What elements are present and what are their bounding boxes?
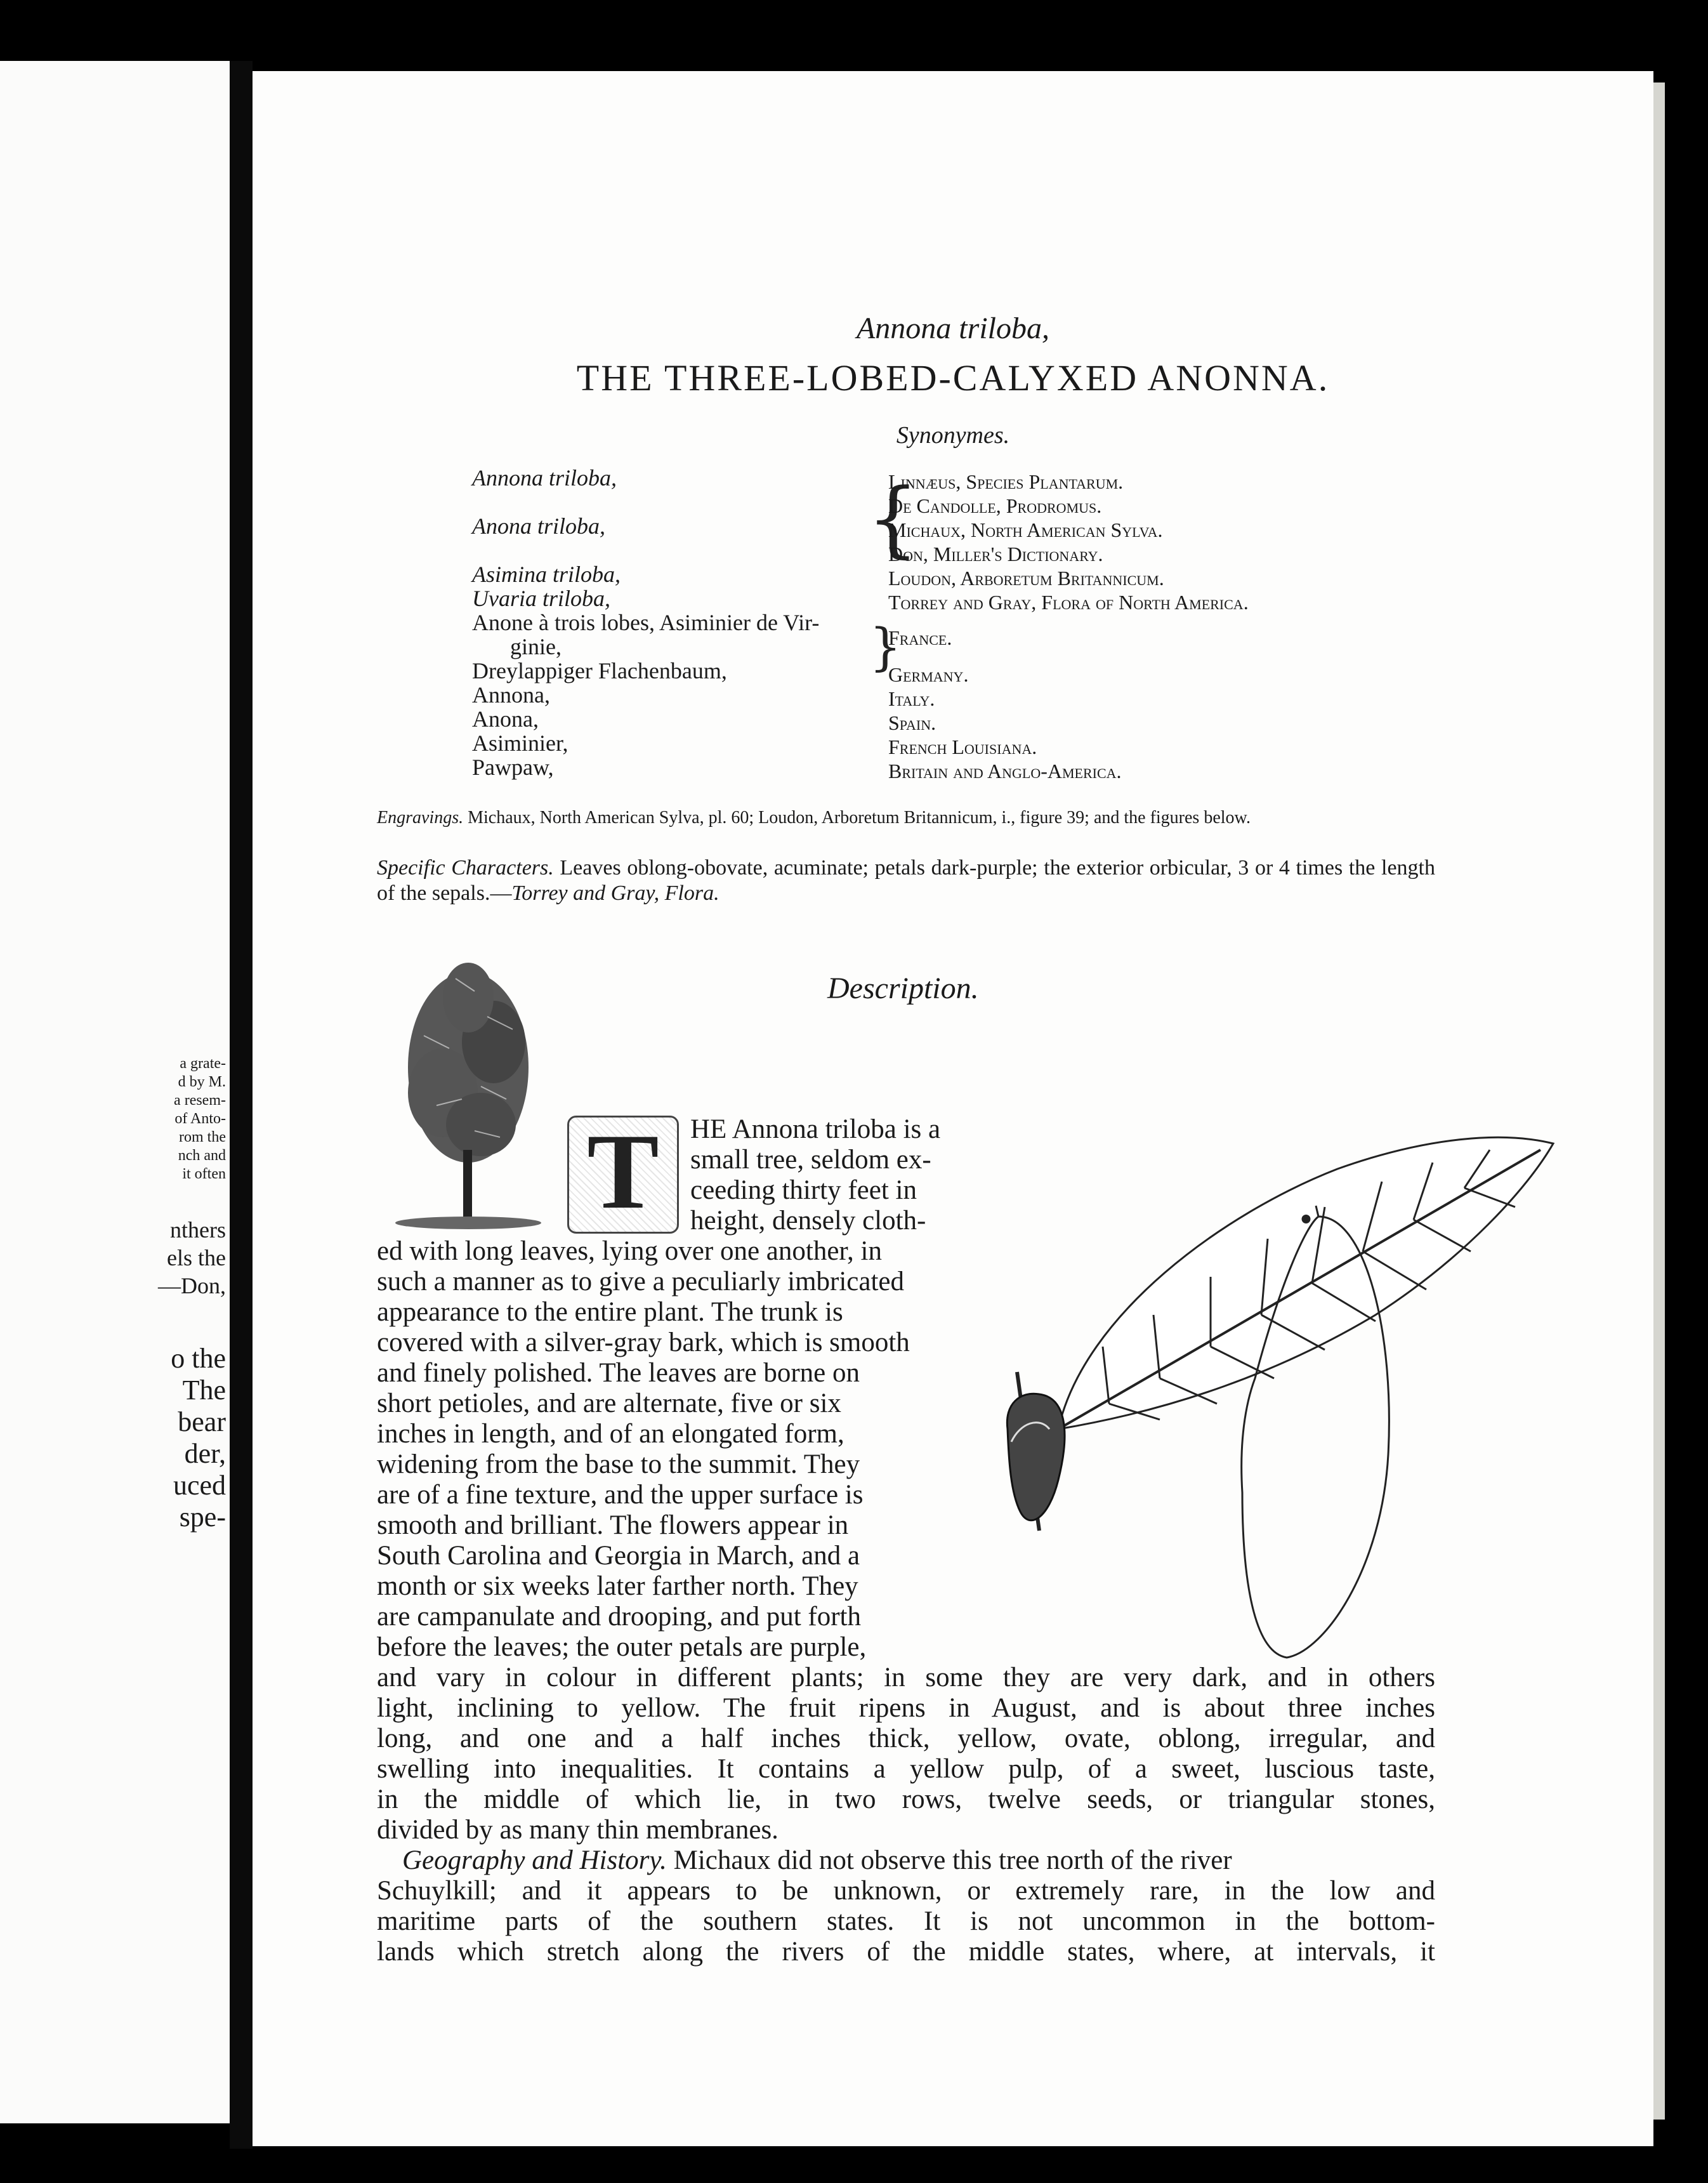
engravings-text: Michaux, North American Sylva, pl. 60; Loudon, Arboretum Britannicum, i., figure 39; and the figures below. bbox=[468, 808, 1251, 828]
text-line: maritime parts of the southern states. It is not uncommon in the bottom- bbox=[377, 1906, 1435, 1936]
facing-page-fragment-mid: nthers els the —Don, bbox=[158, 1217, 226, 1298]
description-heading: Description. bbox=[827, 972, 979, 1005]
synonym-name: Annona triloba, bbox=[472, 465, 617, 491]
text-line: such a manner as to give a peculiarly imbricated bbox=[377, 1267, 905, 1296]
facing-page-fragment-small: a grate- d by M. a resem- of Anto- rom the nch and it often bbox=[174, 1055, 226, 1182]
text-line: covered with a silver-gray bark, which is smooth bbox=[377, 1328, 910, 1357]
text-line: height, densely cloth- bbox=[690, 1206, 926, 1236]
text-line: Schuylkill; and it appears to be unknown, or extremely rare, in the low and bbox=[377, 1876, 1435, 1906]
text-line: swelling into inequalities. It contains a yellow pulp, of a sweet, luscious taste, bbox=[377, 1754, 1435, 1784]
synonym-name: Anona, bbox=[472, 706, 539, 732]
text-line: and finely polished. The leaves are borne on bbox=[377, 1358, 860, 1388]
specific-characters-text: Leaves oblong-obovate, acuminate; petals dark-purple; the exterior orbicular, 3 or 4 times the length of the sepals.— bbox=[377, 856, 1436, 905]
synonym-name: Asimina triloba, bbox=[472, 562, 621, 587]
specific-characters-label: Specific Characters. bbox=[377, 856, 554, 880]
text-line: ed with long leaves, lying over one another, in bbox=[377, 1236, 882, 1266]
synonyms-names bbox=[472, 466, 903, 779]
synonym-country: France. bbox=[888, 626, 952, 649]
synonym-source: De Candolle, Prodromus. bbox=[888, 494, 1102, 517]
brace-icon: { bbox=[867, 470, 919, 567]
text-line: ceeding thirty feet in bbox=[690, 1175, 917, 1205]
synonym-name: Asiminier, bbox=[472, 730, 568, 756]
synonym-source: Michaux, North American Sylva. bbox=[888, 518, 1163, 541]
text-line: smooth and brilliant. The flowers appear in bbox=[377, 1510, 849, 1540]
synonym-country: Britain and Anglo-America. bbox=[888, 760, 1122, 782]
page-edge bbox=[1653, 82, 1665, 2120]
synonyms-sources bbox=[888, 470, 1459, 783]
text-line: in the middle of which lie, in two rows, twelve seeds, or triangular stones, bbox=[377, 1784, 1435, 1814]
specific-characters-citation: Torrey and Gray, Flora. bbox=[511, 881, 719, 905]
brace-icon: } bbox=[869, 617, 902, 676]
text-line: small tree, seldom ex- bbox=[690, 1145, 931, 1175]
text-line: South Carolina and Georgia in March, and a bbox=[377, 1541, 860, 1571]
synonym-country: Germany. bbox=[888, 663, 969, 686]
specific-characters bbox=[377, 855, 1435, 906]
synonym-country: Italy. bbox=[888, 687, 935, 710]
text-line bbox=[377, 1845, 1435, 1876]
text-line: inches in length, and of an elongated form, bbox=[377, 1419, 844, 1449]
synonym-source: Torrey and Gray, Flora of North America. bbox=[888, 591, 1249, 614]
description-paragraph-end bbox=[377, 1663, 1435, 1845]
text-line: are of a fine texture, and the upper surface is bbox=[377, 1480, 864, 1510]
facing-page-fragment-big: o the The bear der, uced spe- bbox=[171, 1343, 226, 1533]
synonym-name: Pawpaw, bbox=[472, 755, 554, 780]
text-line: and vary in colour in different plants; in some they are very dark, and in others bbox=[377, 1663, 1435, 1692]
text-line: light, inclining to yellow. The fruit ripens in August, and is about three inches bbox=[377, 1693, 1435, 1723]
text-line: appearance to the entire plant. The trunk is bbox=[377, 1297, 843, 1327]
engravings-label: Engravings. bbox=[377, 808, 464, 828]
synonym-country: French Louisiana. bbox=[888, 735, 1037, 758]
synonym-name: Dreylappiger Flachenbaum, bbox=[472, 658, 727, 683]
text-line: are campanulate and drooping, and put forth bbox=[377, 1602, 861, 1632]
synonym-country: Spain. bbox=[888, 711, 936, 734]
tree-illustration bbox=[386, 940, 551, 1239]
text-line: short petioles, and are alternate, five or six bbox=[377, 1388, 841, 1418]
synonym-name: Annona, bbox=[472, 682, 550, 708]
book-page bbox=[253, 71, 1653, 2146]
book-gutter bbox=[230, 61, 253, 2149]
geography-paragraph bbox=[377, 1845, 1435, 1967]
engravings-note bbox=[377, 808, 1435, 828]
text-line: long, and one and a half inches thick, yellow, ovate, oblong, irregular, and bbox=[377, 1724, 1435, 1753]
geography-heading: Geography and History. bbox=[402, 1845, 667, 1875]
synonym-name: ginie, bbox=[510, 634, 562, 659]
species-name: Annona triloba, bbox=[856, 312, 1049, 345]
leaf-fruit-illustration bbox=[982, 1048, 1655, 1683]
page-title: THE THREE-LOBED-CALYXED ANONNA. bbox=[576, 357, 1330, 399]
facing-page bbox=[0, 61, 230, 2123]
synonym-source: Don, Miller's Dictionary. bbox=[888, 543, 1103, 565]
text-line: month or six weeks later farther north. They bbox=[377, 1571, 858, 1601]
geography-text: Michaux did not observe this tree north of the river bbox=[673, 1845, 1232, 1875]
text-line: HE Annona triloba is a bbox=[690, 1114, 941, 1144]
synonym-name: Anona triloba, bbox=[472, 513, 606, 539]
drop-cap: T bbox=[567, 1116, 679, 1234]
text-line: lands which stretch along the rivers of the middle states, where, at intervals, it bbox=[377, 1937, 1435, 1967]
text-line: widening from the base to the summit. They bbox=[377, 1449, 860, 1479]
synonym-source: Linnæus, Species Plantarum. bbox=[888, 470, 1124, 493]
synonym-name: Uvaria triloba, bbox=[472, 586, 611, 611]
synonym-source: Loudon, Arboretum Britannicum. bbox=[888, 567, 1164, 590]
text-line: before the leaves; the outer petals are purple, bbox=[377, 1632, 867, 1662]
synonymes-heading: Synonymes. bbox=[896, 422, 1010, 449]
text-line: divided by as many thin membranes. bbox=[377, 1815, 778, 1845]
synonym-name: Anone à trois lobes, Asiminier de Vir- bbox=[472, 610, 820, 635]
